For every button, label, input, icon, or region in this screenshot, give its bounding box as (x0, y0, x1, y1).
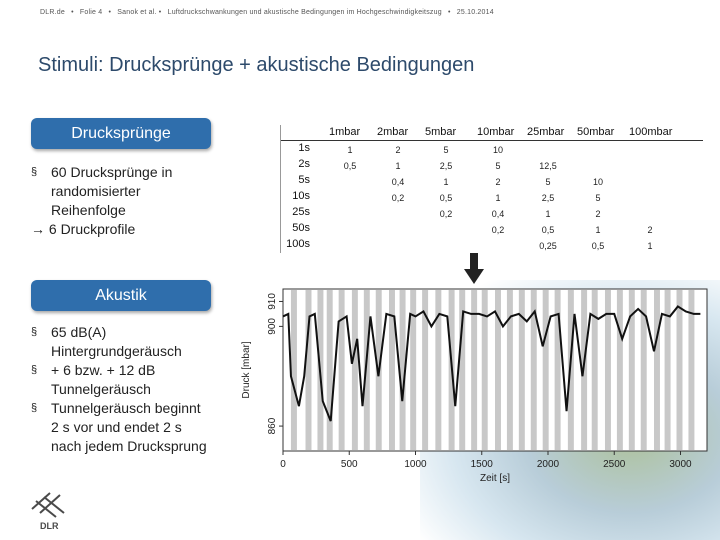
header-topic: Luftdruckschwankungen und akustische Bedingungen im Hochgeschwindigkeitszug (167, 9, 442, 16)
noise-band (327, 290, 333, 450)
table-column-header: 10mbar (477, 126, 515, 138)
header-org: DLR.de (40, 9, 65, 16)
table-cell: 1 (495, 193, 501, 203)
table-cell: 5 (495, 161, 501, 171)
bullet-text: nach jedem Drucksprung (51, 438, 207, 454)
table-column-header: 5mbar (425, 126, 457, 138)
header-separator: • (447, 9, 451, 16)
table-cell: 1 (443, 177, 449, 187)
result-text: 6 Druckprofile (48, 221, 136, 237)
table-cell: 0,2 (391, 193, 405, 203)
x-tick-label: 500 (340, 459, 358, 470)
table-header-divider (281, 140, 703, 141)
x-tick-label: 1000 (404, 459, 427, 470)
table-row-label: 1s (298, 142, 310, 154)
table-cell: 2 (595, 209, 601, 219)
table-cell: 2,5 (439, 161, 453, 171)
table-column-header: 25mbar (527, 126, 565, 138)
noise-band (592, 290, 598, 450)
page-title: Stimuli: Drucksprünge + akustische Bedingungen (38, 54, 475, 76)
table-cell: 1 (595, 225, 601, 235)
table-cell: 2 (395, 145, 401, 155)
bullet-item (31, 163, 231, 220)
header-separator: • (108, 9, 112, 16)
header-slide-number: Folie 4 (79, 9, 103, 16)
noise-band (291, 290, 297, 450)
noise-band (654, 290, 660, 450)
svg-text:DLR: DLR (40, 521, 59, 531)
table-cell: 0,25 (539, 241, 557, 251)
x-tick-label: 0 (280, 459, 286, 470)
table-cell: 0,2 (439, 209, 453, 219)
noise-band (339, 290, 345, 450)
table-cell: 2 (647, 225, 653, 235)
x-tick-label: 2000 (536, 459, 560, 470)
slide-header (40, 9, 498, 16)
bullet-text: § Tunnelgeräusch beginnt (51, 400, 201, 416)
y-tick-label: 860 (267, 417, 278, 435)
bullet-item (31, 323, 241, 361)
x-tick-label: 3000 (669, 459, 692, 470)
section-label-akustik: Akustik (31, 280, 211, 311)
table-cell: 0,4 (391, 177, 405, 187)
noise-band (507, 290, 513, 450)
arrow-right-icon: → (31, 221, 45, 237)
bullet-item (31, 361, 241, 399)
bullet-text: § 60 Drucksprünge in (51, 164, 173, 180)
table-cell: 2 (495, 177, 501, 187)
bullet-text: randomisierter (51, 183, 141, 199)
x-axis-label: Zeit [s] (479, 473, 511, 484)
section1-bullets (31, 163, 231, 239)
bullet-text: § + 6 bzw. + 12 dB (51, 362, 156, 378)
table-cell: 1 (647, 241, 653, 251)
table-row-label: 5s (298, 174, 310, 186)
table-cell: 1 (347, 145, 353, 155)
bullet-item (31, 399, 241, 456)
table-cell: 2,5 (541, 193, 555, 203)
table-row-label: 2s (298, 158, 310, 170)
table-cell: 5 (545, 177, 551, 187)
x-tick-label: 1500 (470, 459, 493, 470)
table-cell: 1 (395, 161, 401, 171)
section-label-drucksprunge: Drucksprünge (31, 118, 211, 149)
marker-arrow-down-icon (464, 253, 484, 285)
table-cell: 0,5 (343, 161, 357, 171)
table-cell: 12,5 (539, 161, 557, 171)
table-cell: 0,5 (591, 241, 605, 251)
bullet-text: Hintergrundgeräusch (51, 343, 182, 359)
x-tick-label: 2500 (603, 459, 626, 470)
noise-band (543, 290, 549, 450)
header-authors: Sanok et al. • (117, 9, 162, 16)
y-axis-label: Druck [mbar] (241, 341, 252, 399)
header-separator: • (71, 9, 74, 16)
y-tick-label: 910 (267, 293, 278, 310)
table-cell: 0,4 (491, 209, 505, 219)
table-column-header: 50mbar (577, 126, 615, 138)
table-cell: 1 (545, 209, 551, 219)
dlr-logo (26, 487, 72, 533)
table-cell: 10 (492, 145, 503, 155)
table-row-label: 10s (292, 190, 310, 202)
table-cell: 0,5 (541, 225, 555, 235)
table-row-label: 25s (292, 206, 310, 218)
table-cell: 5 (595, 193, 601, 203)
bullet-text: 2 s vor und endet 2 s (51, 419, 182, 435)
table-row-label: 100s (286, 238, 310, 250)
noise-band (352, 290, 358, 450)
table-column-header: 2mbar (377, 126, 409, 138)
table-column-header: 1mbar (329, 126, 361, 138)
bullet-text: Tunnelgeräusch (51, 381, 151, 397)
result-line (31, 220, 231, 239)
table-column-header: 100mbar (629, 126, 673, 138)
bullet-text: Reihenfolge (51, 202, 126, 218)
pressure-chart (235, 285, 715, 485)
bullet-text: § 65 dB(A) (51, 324, 107, 340)
table-cell: 0,2 (491, 225, 505, 235)
table-cell: 5 (443, 145, 449, 155)
table-cell: 0,5 (439, 193, 453, 203)
table-cell: 10 (592, 177, 603, 187)
section2-bullets (31, 323, 241, 456)
noise-band (306, 290, 312, 450)
table-row-label: 50s (292, 222, 310, 234)
y-tick-label: 900 (267, 318, 278, 335)
header-date: 25.10.2014 (456, 9, 494, 16)
noise-band (677, 290, 683, 450)
noise-band (617, 290, 623, 450)
